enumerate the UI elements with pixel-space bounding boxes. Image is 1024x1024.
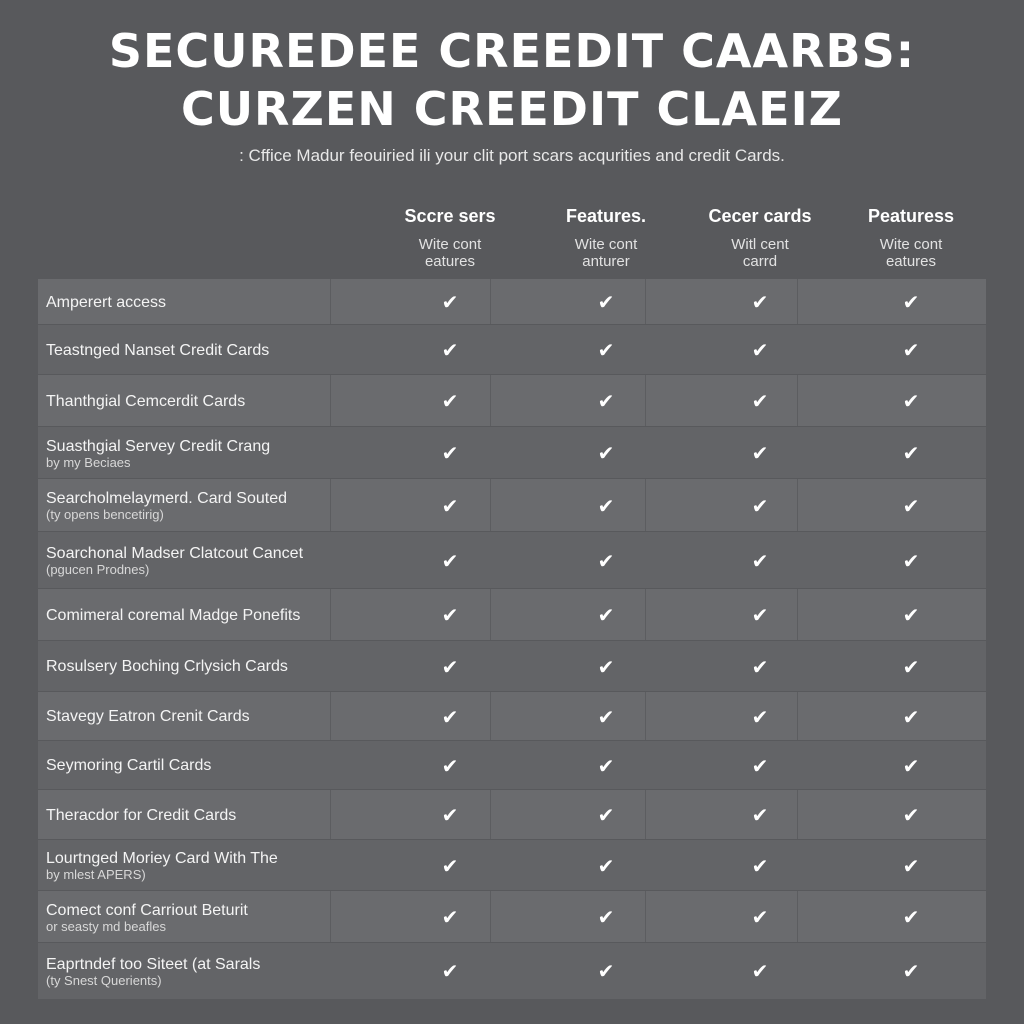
check-icon: ✔ [751, 704, 769, 729]
row-label [46, 427, 366, 479]
check-cell [390, 279, 510, 325]
check-cell [390, 891, 510, 943]
column-title: Features. [565, 206, 647, 226]
check-icon: ✔ [597, 441, 615, 465]
check-icon: ✔ [597, 704, 615, 729]
check-icon: ✔ [751, 803, 769, 827]
check-cell [700, 325, 820, 375]
check-icon: ✔ [902, 389, 920, 413]
check-icon: ✔ [597, 290, 615, 314]
check-icon: ✔ [751, 905, 769, 929]
row-label [46, 279, 366, 325]
row-label-sub: (ty opens bencetirig) [46, 507, 164, 522]
check-cell [700, 692, 820, 741]
row-label-main: Searcholmelaymerd. Card Souted [46, 490, 288, 507]
row-label [46, 375, 366, 427]
check-icon: ✔ [597, 803, 615, 827]
page-title-line-1: SECUREDEE CREEDIT CAARBS: [108, 24, 916, 78]
check-cell [546, 279, 666, 325]
check-icon: ✔ [441, 853, 459, 878]
row-label-main: Suasthgial Servey Credit Crang [46, 437, 271, 455]
check-cell [390, 479, 510, 532]
row-label-main: Eaprtndef too Siteet (at Sarals [46, 955, 261, 973]
check-icon: ✔ [902, 959, 920, 983]
check-icon: ✔ [597, 753, 615, 778]
check-cell [700, 375, 820, 427]
check-cell [390, 427, 510, 479]
row-label-sub: (pgucen Prodnes) [46, 562, 150, 577]
check-cell [390, 790, 510, 840]
column-header-4 [836, 202, 986, 270]
row-label [46, 641, 366, 692]
check-icon: ✔ [902, 290, 920, 314]
check-cell [851, 741, 971, 790]
row-label [46, 692, 366, 741]
table-row [38, 640, 986, 692]
check-icon: ✔ [441, 803, 459, 827]
check-icon: ✔ [441, 704, 459, 729]
row-label-sub: or seasty md beafles [46, 918, 166, 934]
column-subtitle-line-2: carrd [742, 253, 778, 270]
check-icon: ✔ [441, 654, 459, 679]
check-cell [851, 532, 971, 589]
check-icon: ✔ [751, 548, 769, 573]
row-label-sub: by my Beciaes [46, 454, 131, 470]
column-subtitle-line-2: anturer [582, 253, 630, 270]
row-label-sub: (ty Snest Querients) [46, 972, 162, 988]
comparison-table [38, 278, 986, 998]
check-icon: ✔ [902, 654, 920, 679]
table-row [38, 324, 986, 375]
check-icon: ✔ [597, 654, 615, 679]
column-header-3 [685, 202, 835, 270]
check-cell [700, 891, 820, 943]
check-cell [851, 692, 971, 741]
check-cell [851, 790, 971, 840]
row-label [46, 790, 366, 840]
check-cell [546, 943, 666, 999]
table-row [38, 789, 986, 840]
row-label-main: Rosulsery Boching Crlysich Cards [46, 658, 288, 675]
check-cell [851, 641, 971, 692]
check-cell [546, 532, 666, 589]
check-icon: ✔ [597, 389, 615, 413]
column-subtitle-line-2: eatures [424, 253, 476, 270]
check-cell [390, 741, 510, 790]
check-cell [546, 692, 666, 741]
check-cell [851, 891, 971, 943]
row-label [46, 840, 366, 891]
check-cell [390, 375, 510, 427]
check-cell [546, 741, 666, 790]
column-subtitle-line-1: Wite cont [879, 236, 943, 253]
check-cell [851, 479, 971, 532]
column-header-1 [375, 202, 525, 270]
check-cell [390, 589, 510, 641]
row-label-main: Comect conf Carriout Beturit [46, 901, 248, 919]
table-row [38, 740, 986, 790]
check-icon: ✔ [597, 853, 615, 878]
check-cell [851, 325, 971, 375]
check-icon: ✔ [751, 290, 769, 314]
row-label-main: Stavegy Eatron Crenit Cards [46, 708, 250, 725]
check-cell [390, 325, 510, 375]
row-label-main: Soarchonal Madser Clatcout Cancet [46, 545, 304, 562]
check-cell [390, 692, 510, 741]
check-cell [546, 479, 666, 532]
check-icon: ✔ [902, 441, 920, 465]
check-icon: ✔ [902, 603, 920, 627]
column-subtitle-line-1: Wite cont [574, 236, 638, 253]
check-cell [700, 589, 820, 641]
check-icon: ✔ [597, 905, 615, 929]
row-label [46, 479, 366, 532]
check-icon: ✔ [751, 493, 769, 518]
column-subtitle-line-2: eatures [885, 253, 937, 270]
check-cell [700, 840, 820, 891]
check-cell [700, 532, 820, 589]
check-cell [546, 840, 666, 891]
check-cell [700, 741, 820, 790]
check-icon: ✔ [441, 493, 459, 518]
check-cell [390, 943, 510, 999]
check-cell [546, 641, 666, 692]
check-icon: ✔ [441, 548, 459, 573]
check-icon: ✔ [751, 603, 769, 627]
check-icon: ✔ [441, 290, 459, 314]
check-icon: ✔ [597, 493, 615, 518]
page-subtitle: : Cffice Madur feouiried ili your clit port scars acqurities and credit Cards. [239, 146, 785, 165]
check-cell [546, 790, 666, 840]
row-label-main: Theracdor for Credit Cards [46, 806, 237, 824]
check-cell [700, 790, 820, 840]
check-cell [390, 532, 510, 589]
check-icon: ✔ [902, 493, 920, 518]
check-icon: ✔ [441, 338, 459, 362]
row-label-main: Thanthgial Cemcerdit Cards [46, 392, 246, 410]
column-subtitle-line-1: Wite cont [418, 236, 482, 253]
check-icon: ✔ [441, 753, 459, 778]
row-label [46, 891, 366, 943]
table-row [38, 890, 986, 943]
row-label [46, 943, 366, 999]
check-icon: ✔ [751, 441, 769, 465]
check-icon: ✔ [902, 704, 920, 729]
check-cell [546, 325, 666, 375]
table-row [38, 426, 986, 479]
row-label-main: Amperert access [46, 293, 167, 311]
check-cell [700, 479, 820, 532]
check-cell [546, 891, 666, 943]
check-cell [546, 427, 666, 479]
check-icon: ✔ [751, 338, 769, 362]
check-cell [700, 943, 820, 999]
check-icon: ✔ [902, 338, 920, 362]
row-label [46, 532, 366, 589]
check-icon: ✔ [441, 603, 459, 627]
row-label [46, 741, 366, 790]
column-header-2 [531, 202, 681, 270]
table-row [38, 691, 986, 741]
check-cell [390, 641, 510, 692]
check-icon: ✔ [441, 905, 459, 929]
table-row [38, 278, 986, 325]
row-label-main: Seymoring Cartil Cards [46, 757, 212, 774]
check-cell [851, 279, 971, 325]
check-cell [851, 589, 971, 641]
column-title: Cecer cards [708, 206, 812, 226]
check-icon: ✔ [441, 441, 459, 465]
check-icon: ✔ [751, 959, 769, 983]
page-title-line-2: CURZEN CREEDIT CLAEIZ [180, 82, 844, 136]
row-label [46, 325, 366, 375]
table-row [38, 531, 986, 589]
check-icon: ✔ [751, 853, 769, 878]
check-icon: ✔ [902, 753, 920, 778]
check-icon: ✔ [902, 905, 920, 929]
row-label-main: Lourtnged Moriey Card With The [46, 850, 278, 867]
check-icon: ✔ [597, 959, 615, 983]
check-icon: ✔ [902, 803, 920, 827]
check-icon: ✔ [441, 389, 459, 413]
check-icon: ✔ [751, 654, 769, 679]
check-icon: ✔ [902, 853, 920, 878]
column-title: Sccre sers [404, 206, 496, 226]
row-label-main: Comimeral coremal Madge Ponefits [46, 606, 301, 624]
check-icon: ✔ [902, 548, 920, 573]
row-label-sub: by mlest APERS) [46, 867, 146, 882]
check-cell [851, 840, 971, 891]
check-icon: ✔ [597, 338, 615, 362]
check-cell [851, 375, 971, 427]
check-cell [700, 641, 820, 692]
check-icon: ✔ [751, 389, 769, 413]
table-row [38, 374, 986, 427]
check-icon: ✔ [441, 959, 459, 983]
table-row [38, 942, 986, 999]
check-cell [851, 427, 971, 479]
row-label-main: Teastnged Nanset Credit Cards [46, 341, 270, 359]
check-cell [851, 943, 971, 999]
check-icon: ✔ [751, 753, 769, 778]
check-cell [390, 840, 510, 891]
check-cell [700, 427, 820, 479]
column-title: Peaturess [867, 206, 955, 226]
column-subtitle-line-1: Witl cent [731, 236, 789, 253]
check-cell [546, 375, 666, 427]
check-cell [546, 589, 666, 641]
check-icon: ✔ [597, 548, 615, 573]
table-row [38, 839, 986, 891]
table-row [38, 478, 986, 532]
table-row [38, 588, 986, 641]
check-icon: ✔ [597, 603, 615, 627]
row-label [46, 589, 366, 641]
check-cell [700, 279, 820, 325]
